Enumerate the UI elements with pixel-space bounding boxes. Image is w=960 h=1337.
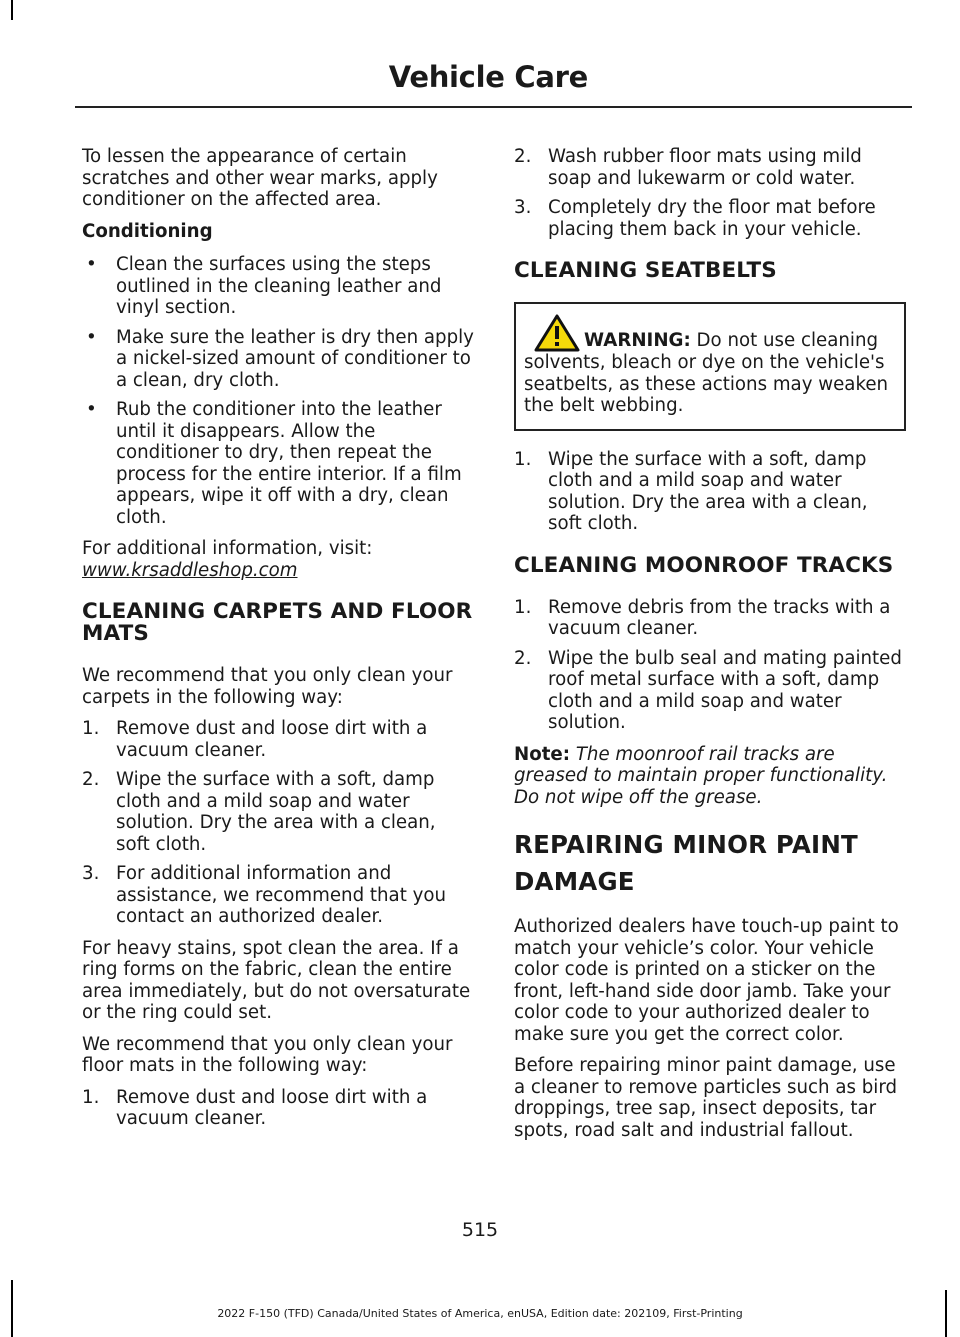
krsaddleshop-link[interactable]: www.krsaddleshop.com (82, 559, 298, 581)
list-item: 1. Remove debris from the tracks with a vacuum cleaner. (514, 596, 891, 639)
carpets-intro: We recommend that you only clean your carpets in the following way: (82, 665, 453, 708)
list-item: 1. Remove dust and loose dirt with a vacuum cleaner. (82, 1086, 428, 1129)
moonroof-heading: CLEANING MOONROOF TRACKS (514, 552, 894, 578)
bullet-marker: • (86, 254, 97, 275)
paint-paragraph-1: Authorized dealers have touch-up paint to match your vehicle’s color. Your vehicle color code is printed on a sticker on the front, left-hand side door jamb. Take your color code to your authorized dealer to make sure you get the correct color. (514, 916, 899, 1045)
list-item: 1. Remove dust and loose dirt with a vacuum cleaner. (82, 718, 428, 761)
list-item: 2. Wash rubber floor mats using mild soap and lukewarm or cold water. (514, 146, 862, 189)
conditioning-list (82, 254, 474, 528)
seatbelts-steps (514, 449, 906, 535)
list-item: 1. Wipe the surface with a soft, damp cloth and a mild soap and water solution. Dry the area with a clean, soft cloth. (514, 448, 868, 534)
left-column (82, 146, 474, 1140)
note-label: Note: (514, 743, 571, 765)
heavy-stains-paragraph: For heavy stains, spot clean the area. If a ring forms on the fabric, clean the entire area immediately, but do not oversaturate or the ring could set. (82, 937, 471, 1023)
moonroof-steps (514, 597, 906, 734)
page-title: Vehicle Care (388, 60, 588, 94)
warning-box (514, 302, 906, 431)
floor-mats-steps (82, 1087, 474, 1130)
warning-triangle-icon (534, 314, 580, 352)
paint-damage-heading: REPAIRING MINOR PAINT DAMAGE (514, 830, 858, 896)
list-item: • Clean the surfaces using the steps outlined in the cleaning leather and vinyl section. (86, 254, 442, 318)
note-text: The moonroof rail tracks are greased to maintain proper functionality. Do not wipe off the grease. (514, 743, 888, 808)
page-number: 515 (461, 1219, 499, 1241)
list-item: • Rub the conditioner into the leather until it disappears. Allow the conditioner to dry, then repeat the process for the entire interior. If a film appears, wipe it off with a dry, clean cloth. (86, 399, 462, 528)
floor-mats-intro: We recommend that you only clean your floor mats in the following way: (82, 1033, 453, 1076)
paint-paragraph-2: Before repairing minor paint damage, use a cleaner to remove particles such as bird droppings, tree sap, insect deposits, tar spots, road salt and industrial fallout. (514, 1055, 898, 1141)
list-item: 2. Wipe the surface with a soft, damp cloth and a mild soap and water solution. Dry the area with a clean, soft cloth. (82, 769, 436, 855)
bullet-marker: • (86, 399, 97, 420)
additional-info: For additional information, visit: (82, 538, 373, 559)
crop-mark-top-left (11, 0, 13, 20)
header-divider (75, 106, 912, 108)
intro-paragraph: To lessen the appearance of certain scratches and other wear marks, apply conditioner on the affected area. (82, 146, 438, 210)
carpets-steps (82, 718, 474, 928)
list-item: 3. For additional information and assistance, we recommend that you contact an authorized dealer. (82, 863, 447, 927)
right-column (514, 146, 906, 1151)
list-item: 3. Completely dry the floor mat before placing them back in your vehicle. (514, 197, 876, 240)
list-item: 2. Wipe the bulb seal and mating painted roof metal surface with a soft, damp cloth and a mild soap and water solution. (514, 647, 902, 733)
floor-mats-steps-continued (514, 146, 906, 240)
footer-edition-info: 2022 F-150 (TFD) Canada/United States of America, enUSA, Edition date: 202109, First-Printing (217, 1307, 743, 1320)
seatbelts-heading: CLEANING SEATBELTS (514, 258, 777, 283)
bullet-marker: • (86, 326, 97, 348)
moonroof-note (514, 744, 906, 809)
list-item: • Make sure the leather is dry then apply a nickel-sized amount of conditioner to a clean, dry cloth. (86, 326, 474, 391)
warning-text: Do not use cleaning solvents, bleach or dye on the vehicle's seatbelts, as these actions may weaken the belt webbing. (524, 330, 889, 416)
warning-label: WARNING: (584, 330, 691, 351)
carpets-heading: CLEANING CARPETS AND FLOOR MATS (82, 599, 473, 646)
conditioning-heading: Conditioning (82, 220, 213, 242)
